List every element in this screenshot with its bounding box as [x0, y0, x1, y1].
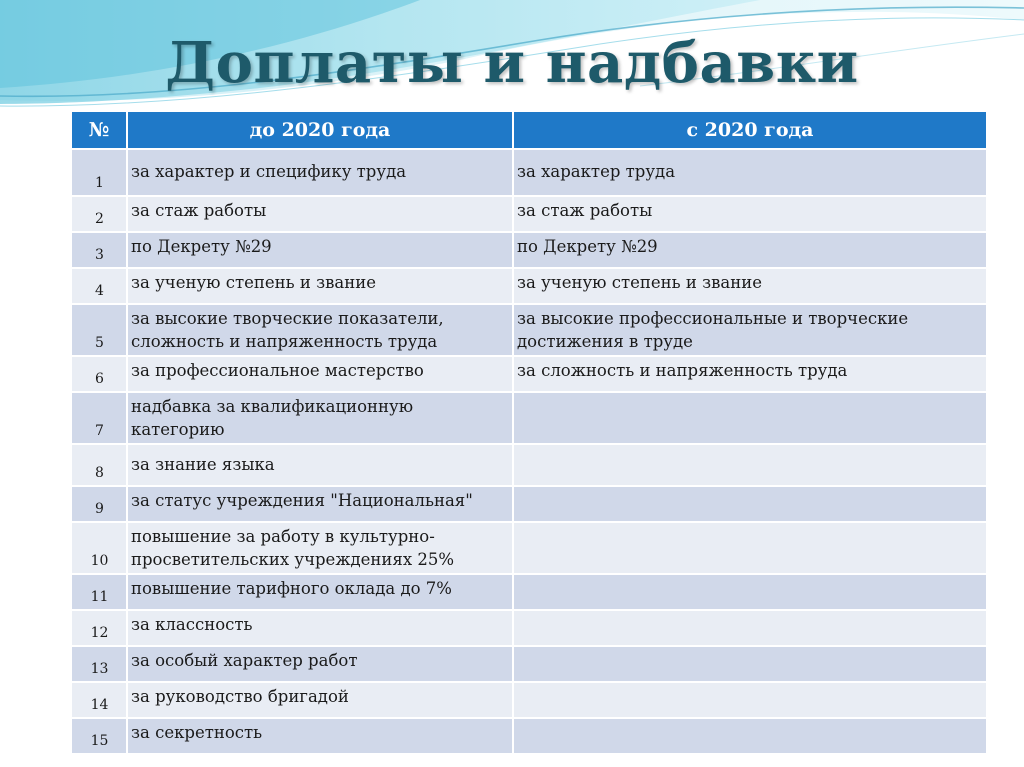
cell-before-2020: за стаж работы — [128, 197, 512, 231]
cell-since-2020 — [514, 575, 986, 609]
cell-before-2020: за статус учреждения "Национальная" — [128, 487, 512, 521]
table-row — [72, 575, 986, 609]
cell-before-2020: за характер и специфику труда — [128, 150, 512, 195]
table-row — [72, 683, 986, 717]
row-number: 8 — [72, 445, 126, 485]
table-row — [72, 393, 986, 443]
cell-since-2020: за сложность и напряженность труда — [514, 357, 986, 391]
row-number: 13 — [72, 647, 126, 681]
table-row — [72, 357, 986, 391]
cell-since-2020 — [514, 719, 986, 753]
table-row — [72, 487, 986, 521]
cell-since-2020: за стаж работы — [514, 197, 986, 231]
row-number: 1 — [72, 150, 126, 195]
cell-before-2020: за знание языка — [128, 445, 512, 485]
cell-since-2020 — [514, 523, 986, 573]
row-number: 5 — [72, 305, 126, 355]
row-number: 3 — [72, 233, 126, 267]
table-row — [72, 647, 986, 681]
row-number: 9 — [72, 487, 126, 521]
table-row — [72, 611, 986, 645]
row-number: 11 — [72, 575, 126, 609]
cell-since-2020 — [514, 445, 986, 485]
table-row — [72, 150, 986, 195]
row-number: 6 — [72, 357, 126, 391]
cell-since-2020: по Декрету №29 — [514, 233, 986, 267]
table-row — [72, 719, 986, 753]
cell-since-2020: за ученую степень и звание — [514, 269, 986, 303]
cell-before-2020: за высокие творческие показатели, сложность и напряженность труда — [128, 305, 512, 355]
cell-before-2020: по Декрету №29 — [128, 233, 512, 267]
table-row — [72, 233, 986, 267]
cell-since-2020 — [514, 611, 986, 645]
table-row — [72, 523, 986, 573]
cell-before-2020: надбавка за квалификационную категорию — [128, 393, 512, 443]
row-number: 2 — [72, 197, 126, 231]
cell-since-2020 — [514, 393, 986, 443]
row-number: 14 — [72, 683, 126, 717]
cell-before-2020: повышение тарифного оклада до 7% — [128, 575, 512, 609]
cell-before-2020: за классность — [128, 611, 512, 645]
cell-since-2020 — [514, 487, 986, 521]
table-row — [72, 269, 986, 303]
table-row — [72, 305, 986, 355]
cell-before-2020: за руководство бригадой — [128, 683, 512, 717]
cell-before-2020: повышение за работу в культурно-просветительских учреждениях 25% — [128, 523, 512, 573]
table-header-row — [72, 112, 986, 148]
row-number: 10 — [72, 523, 126, 573]
cell-since-2020 — [514, 647, 986, 681]
cell-since-2020 — [514, 683, 986, 717]
cell-since-2020: за высокие профессиональные и творческие достижения в труде — [514, 305, 986, 355]
row-number: 15 — [72, 719, 126, 753]
table-row — [72, 445, 986, 485]
cell-before-2020: за особый характер работ — [128, 647, 512, 681]
row-number: 12 — [72, 611, 126, 645]
cell-before-2020: за ученую степень и звание — [128, 269, 512, 303]
cell-before-2020: за секретность — [128, 719, 512, 753]
allowances-table — [70, 110, 988, 755]
column-header-number: № — [72, 112, 126, 148]
page-title: Доплаты и надбавки — [165, 30, 859, 96]
row-number: 7 — [72, 393, 126, 443]
table-row — [72, 197, 986, 231]
row-number: 4 — [72, 269, 126, 303]
cell-before-2020: за профессиональное мастерство — [128, 357, 512, 391]
column-header-before-2020: до 2020 года — [128, 112, 512, 148]
cell-since-2020: за характер труда — [514, 150, 986, 195]
column-header-since-2020: с 2020 года — [514, 112, 986, 148]
